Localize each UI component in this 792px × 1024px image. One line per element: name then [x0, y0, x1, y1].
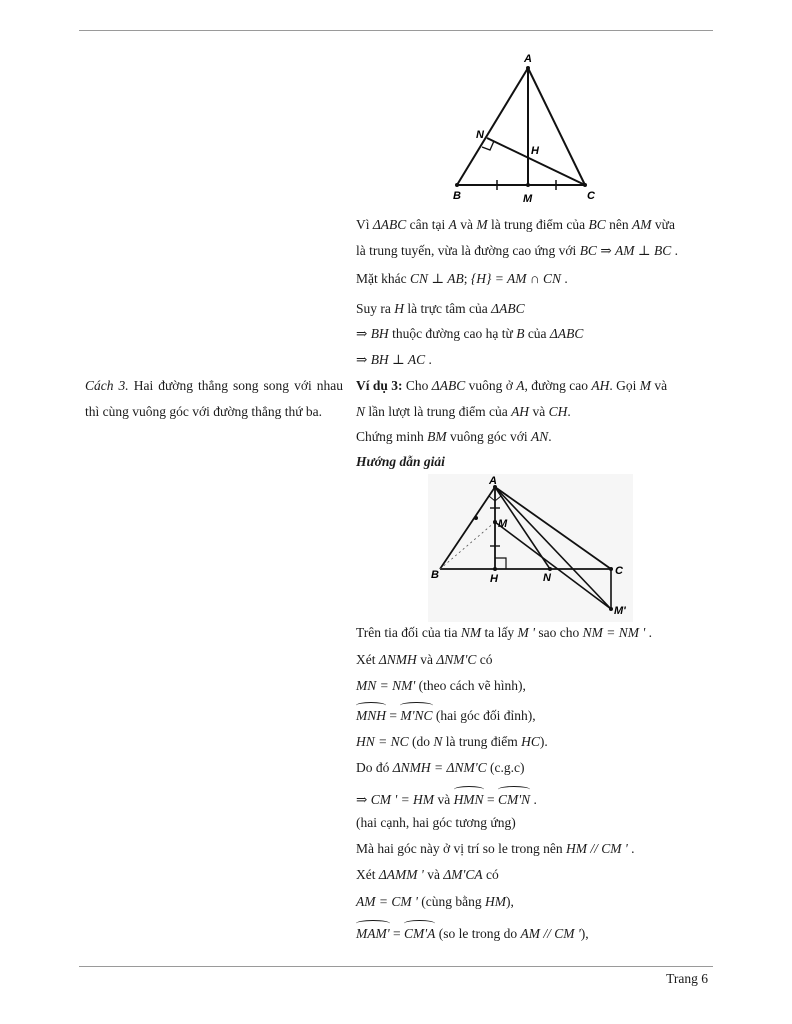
- text-run: =: [386, 708, 401, 723]
- sol1-line-6: [356, 351, 432, 369]
- text-run: (so le trong do: [435, 926, 521, 941]
- sol2-line-11: [356, 893, 514, 911]
- text-run: ΔABC: [372, 217, 407, 232]
- text-run: AM: [632, 217, 652, 232]
- footer-rule: [79, 966, 713, 967]
- text-run: Vì: [356, 217, 373, 232]
- text-run: và: [416, 652, 437, 667]
- text-run: .: [530, 792, 537, 807]
- point-h: [493, 567, 497, 571]
- text-run: Chứng minh: [356, 429, 428, 444]
- text-run: CM ' = HM: [370, 792, 435, 807]
- point-mp: [609, 607, 613, 611]
- text-run: vuông ở: [465, 378, 517, 393]
- text-run: AM = CM ': [356, 894, 418, 909]
- text-run: HN = NC: [356, 734, 409, 749]
- text-run: của: [524, 326, 550, 341]
- text-run: NM: [460, 625, 482, 640]
- text-run: ),: [580, 926, 589, 941]
- text-run: (c.g.c): [486, 760, 525, 775]
- text-run: (theo cách vẽ hình),: [415, 678, 526, 693]
- text-run: HC: [521, 734, 540, 749]
- text-run: BM: [427, 429, 447, 444]
- text-run: BC: [579, 243, 597, 258]
- angle-mamp: MAM': [356, 923, 390, 943]
- text-run: H: [394, 301, 404, 316]
- point-a: [526, 66, 530, 70]
- text-run: . Gọi: [609, 378, 640, 393]
- text-run: A: [516, 378, 525, 393]
- text-run: Xét: [356, 867, 379, 882]
- text-run: (cùng bằng: [417, 894, 485, 909]
- edge-ac: [528, 68, 585, 185]
- edge-ab: [457, 68, 528, 185]
- text-run: Suy ra: [356, 301, 395, 316]
- text-run: ⇒: [356, 792, 371, 807]
- text-run: lần lượt là trung điểm của: [365, 404, 512, 419]
- text-run: là trực tâm của: [404, 301, 492, 316]
- sol2-line-7: [356, 789, 537, 809]
- point-ab-mid: [474, 516, 478, 520]
- text-run: CH: [548, 404, 568, 419]
- sol2-line-2: [356, 651, 493, 669]
- sol2-line-12: [356, 923, 589, 943]
- text-run: Mà hai góc này ở vị trí so le trong nên: [356, 841, 566, 856]
- text-run: ΔABC: [549, 326, 584, 341]
- text-run: là trung tuyến, vừa là đường cao ứng với: [356, 243, 580, 258]
- method-title: Cách 3.: [85, 378, 129, 393]
- sol2-line-1: [356, 624, 652, 642]
- label-n: N: [476, 129, 484, 141]
- example-3-line-2: [356, 403, 571, 421]
- text-run: Cho: [402, 378, 432, 393]
- text-run: và: [529, 404, 549, 419]
- text-run: BH: [370, 326, 389, 341]
- text-run: M: [639, 378, 652, 393]
- sol2-line-8: (hai cạnh, hai góc tương ứng): [356, 815, 516, 830]
- sol2-line-9: [356, 840, 634, 858]
- label-b: B: [453, 190, 461, 202]
- figure-isosceles-triangle: [445, 48, 605, 208]
- angle-mpnc: M'NC: [400, 705, 432, 725]
- angle-hmn: HMN: [454, 789, 484, 809]
- text-run: Mặt khác: [356, 271, 410, 286]
- text-run: ΔNMH = ΔNM'C: [392, 760, 487, 775]
- text-run: là trung điểm: [442, 734, 522, 749]
- text-run: M: [476, 217, 488, 232]
- point-n: [548, 567, 552, 571]
- label-m: M: [498, 518, 508, 530]
- text-run: AN: [530, 429, 549, 444]
- text-run: ).: [539, 734, 548, 749]
- point-c: [609, 567, 613, 571]
- text-run: .: [627, 841, 635, 856]
- text-run: vuông góc với: [446, 429, 531, 444]
- sol1-line-3: [356, 270, 568, 288]
- label-a: A: [489, 475, 497, 487]
- sol1-line-2: [356, 242, 678, 260]
- text-run: .: [548, 429, 552, 444]
- label-h: H: [490, 573, 498, 585]
- sol1-line-5: [356, 325, 583, 343]
- text-run: Do đó: [356, 760, 393, 775]
- angle-mnh: MNH: [356, 705, 386, 725]
- text-run: ΔAMM ': [378, 867, 424, 882]
- text-run: và: [456, 217, 477, 232]
- sol1-line-1: [356, 216, 675, 234]
- text-run: CN ⊥ AB: [409, 271, 464, 286]
- header-rule: [79, 30, 713, 31]
- example-3-line-3: [356, 428, 552, 446]
- text-run: (hai góc đối đỉnh),: [432, 708, 536, 723]
- text-run: , đường cao: [524, 378, 592, 393]
- text-run: vừa: [651, 217, 675, 232]
- text-run: .: [425, 352, 432, 367]
- point-b: [455, 183, 459, 187]
- text-run: ΔM'CA: [443, 867, 483, 882]
- text-run: Trên tia đối của tia: [356, 625, 461, 640]
- text-run: NM = NM ': [582, 625, 646, 640]
- text-run: là trung điểm của: [487, 217, 589, 232]
- sol1-line-4: [356, 300, 525, 318]
- label-c: C: [587, 190, 595, 202]
- text-run: M ': [517, 625, 535, 640]
- angle-cmpn: CM'N: [498, 789, 530, 809]
- method-3-note: [85, 373, 343, 425]
- angle-cmpa: CM'A: [404, 923, 435, 943]
- text-run: ;: [463, 271, 471, 286]
- text-run: và: [423, 867, 444, 882]
- text-run: AM ⊥ BC: [615, 243, 672, 258]
- text-run: Xét: [356, 652, 379, 667]
- text-run: AH: [591, 378, 610, 393]
- text-run: AM // CM ': [520, 926, 581, 941]
- text-run: .: [645, 625, 652, 640]
- text-run: .: [561, 271, 568, 286]
- text-run: (do: [408, 734, 434, 749]
- label-b: B: [431, 569, 439, 581]
- text-run: BC: [588, 217, 606, 232]
- text-run: HM // CM ': [565, 841, 628, 856]
- text-run: và: [434, 792, 454, 807]
- text-run: ⇒: [356, 352, 371, 367]
- text-run: ),: [505, 894, 514, 909]
- sol2-line-3: [356, 677, 526, 695]
- label-a: A: [524, 53, 532, 65]
- guide-heading: Hướng dẫn giải: [356, 454, 445, 469]
- text-run: B: [516, 326, 525, 341]
- text-run: =: [389, 926, 404, 941]
- label-c: C: [615, 565, 623, 577]
- text-run: nên: [605, 217, 633, 232]
- text-run: ΔABC: [491, 301, 525, 316]
- text-run: .: [671, 243, 678, 258]
- text-run: có: [476, 652, 493, 667]
- label-mp: M': [614, 605, 626, 617]
- point-m: [493, 520, 497, 524]
- text-run: cân tại: [406, 217, 449, 232]
- point-m: [526, 183, 530, 187]
- text-run: ta lấy: [481, 625, 518, 640]
- text-run: và: [651, 378, 668, 393]
- example-3-label: Ví dụ 3:: [356, 378, 403, 393]
- page-number: Trang 6: [666, 971, 708, 986]
- text-run: A: [448, 217, 457, 232]
- sol2-line-10: [356, 866, 499, 884]
- text-run: {H} = AM ∩ CN: [470, 271, 562, 286]
- text-run: có: [482, 867, 499, 882]
- text-run: N: [356, 404, 366, 419]
- text-run: N: [433, 734, 443, 749]
- text-run: ΔABC: [431, 378, 466, 393]
- example-3-line-1: [356, 377, 667, 395]
- label-m: M: [523, 193, 533, 205]
- text-run: ΔNM'C: [436, 652, 477, 667]
- sol2-line-5: [356, 733, 548, 751]
- label-n: N: [543, 572, 551, 584]
- sol2-line-6: [356, 759, 524, 777]
- label-h: H: [531, 145, 539, 157]
- figure-right-triangle: [428, 474, 633, 622]
- text-run: HM: [484, 894, 506, 909]
- text-run: .: [567, 404, 571, 419]
- text-run: AH: [511, 404, 530, 419]
- text-run: =: [483, 792, 498, 807]
- text-run: thuộc đường cao hạ từ: [388, 326, 517, 341]
- text-run: MN = NM': [356, 678, 416, 693]
- text-run: BH ⊥ AC: [370, 352, 426, 367]
- text-run: ⇒: [356, 326, 371, 341]
- sol2-line-4: [356, 705, 536, 725]
- text-run: ΔNMH: [378, 652, 417, 667]
- text-run: ⇒: [596, 243, 616, 258]
- text-run: sao cho: [535, 625, 583, 640]
- point-c: [583, 183, 587, 187]
- method-text: Hai đường thẳng song song với nhau thì cùng vuông góc với đường thẳng thứ ba.: [85, 378, 343, 419]
